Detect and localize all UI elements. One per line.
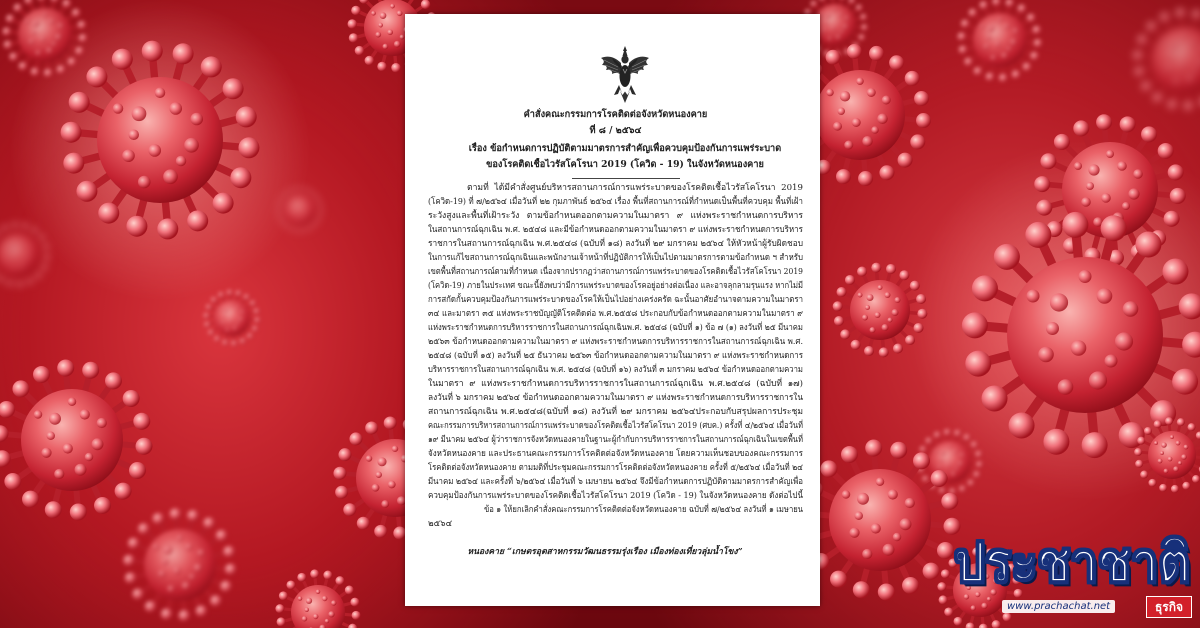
- body-line: [428, 321, 803, 335]
- document-subject: [445, 142, 805, 156]
- document-footer-slogan: [455, 545, 755, 559]
- body-line: [428, 461, 803, 475]
- body-line-text: คณะกรรมการบริหารสถานการณ์การแพร่ระบาดของโรคติดเชื้อไวรัสโคโรนา 2019 (ศบค.) ครั้งที่ ๔/๒๕๖๔ เมื่อวันที่: [428, 421, 803, 431]
- virus-particle: [1134, 417, 1200, 493]
- body-line: [428, 489, 803, 503]
- document-subject-text: เรื่อง ข้อกำหนดการปฏิบัติตามมาตรการสำคัญเพื่อควบคุมป้องกันการแพร่ระบาด: [468, 143, 782, 154]
- virus-particle: [962, 212, 1200, 458]
- document-page: [405, 14, 820, 606]
- body-line: [428, 223, 803, 237]
- document-subject: [445, 158, 805, 172]
- body-line: [428, 265, 803, 279]
- body-line: [428, 405, 803, 419]
- logo-wordmark-text: ประชาชาติ: [954, 531, 1190, 594]
- virus-particle: [957, 0, 1042, 83]
- body-line: [428, 363, 803, 377]
- body-line-text: บริหารราชการในสถานการณ์ฉุกเฉิน พ.ศ. ๒๕๔๘ (ฉบับที่ ๑๖) ลงวันที่ ๓ มกราคม ๒๕๖๔ ข้อกำหนดออกตามความ: [428, 365, 803, 375]
- body-line-text: แห่งพระราชกำหนดการบริหารราชการในสถานการณ์ฉุกเฉินพ.ศ. ๒๕๔๘ (ฉบับที่ ๑) ข้อ ๗ (๑) ลงวันที่ ๒๕ มีนาคม: [428, 323, 803, 333]
- emblem-body: [620, 65, 631, 87]
- body-line-text: (โควิด-19) ภายในประเทศ ขณะนี้ยังพบว่ามีการแพร่ระบาดของโรคอยู่อย่างต่อเนื่อง และอาจลุกลามรุนแรง หากไม่มี: [428, 281, 803, 291]
- body-line-text: ๓๔ และมาตรา ๓๕ แห่งพระราชบัญญัติโรคติดต่อ พ.ศ.๒๕๕๘ ประกอบกับข้อกำหนดออกตามความในมาตรา ๙: [428, 309, 803, 319]
- logo-wordmark: [954, 530, 1190, 596]
- body-line-text: เขตพื้นที่สถานการณ์ตามที่กำหนด เนื่องจากปรากฏว่าสถานการณ์การแพร่ระบาดของโรคติดเชื้อไวรัสโคโรนา 2019: [428, 267, 803, 277]
- virus-particle: [1133, 8, 1200, 112]
- virus-particle: [275, 569, 360, 628]
- logo-section-tag: ธุรกิจ: [1146, 596, 1192, 618]
- body-line-text: ข้อ ๑ ให้ยกเลิกคำสั่งคณะกรรมการโรคติดต่อจังหวัดหนองคาย ฉบับที่ ๗/๒๕๖๔ ลงวันที่ ๑ เมษายน: [484, 505, 803, 515]
- body-line-text: มีนาคม ๒๕๖๔ และครั้งที่ ๖/๒๕๖๔ เมื่อวันที่ ๖ เมษายน ๒๕๖๔ จึงมีข้อกำหนดการปฏิบัติตามมาตรการสำคัญเพื่อ: [428, 477, 803, 487]
- body-line-text: ๑๙ มีนาคม ๒๕๖๔ ผู้ว่าราชการจังหวัดหนองคายในฐานะผู้กำกับการบริหารราชการในสถานการณ์ฉุกเฉินในเขตพื้นที่: [428, 435, 803, 445]
- body-line-text: ๒๕๔๘ (ฉบับที่ ๑๕) ลงวันที่ ๒๕ ธันวาคม ๒๕๖๓ ข้อกำหนดออกตามความในมาตรา ๙ แห่งพระราชกำหนดการ: [428, 351, 803, 361]
- body-line: [428, 293, 803, 307]
- virus-particle: [0, 222, 51, 288]
- body-line: [428, 475, 803, 489]
- virus-particle: [2, 0, 87, 78]
- body-line: [428, 195, 803, 209]
- document-number-text: ที่ ๘ / ๒๕๖๔: [589, 125, 642, 136]
- body-line: [428, 447, 803, 461]
- body-line-text: ตามที่ ได้มีคำสั่งศูนย์บริหารสถานการณ์การแพร่ระบาดของโรคติดเชื้อไวรัสโคโรนา 2019: [467, 183, 803, 193]
- document-number: [428, 124, 803, 138]
- body-line: [428, 237, 803, 251]
- virus-particle: [123, 508, 237, 622]
- virus-particle: [0, 360, 152, 521]
- logo-website: www.prachachat.net: [1002, 600, 1115, 613]
- body-line-text: ราชการในสถานการณ์ฉุกเฉิน พ.ศ.๒๕๔๘ (ฉบับที่ ๑๘) ลงวันที่ ๒๙ มกราคม ๒๕๖๔ ให้หัวหน้าผู้รับผิดชอบ: [428, 239, 803, 249]
- body-line: [428, 433, 803, 447]
- virus-particle: [61, 41, 260, 240]
- virus-particle: [833, 263, 928, 358]
- document-issuer-text: คำสั่งคณะกรรมการโรคติดต่อจังหวัดหนองคาย: [523, 109, 708, 120]
- document-body: [428, 181, 803, 531]
- virus-particle: [276, 186, 323, 233]
- body-line: [428, 251, 803, 265]
- body-line: [428, 517, 803, 531]
- emblem-crown: [623, 46, 628, 56]
- body-line: [428, 279, 803, 293]
- body-line-text: ๒๕๖๔: [428, 519, 453, 529]
- document-issuer: [428, 108, 803, 122]
- body-line: [428, 391, 803, 405]
- footer-slogan-text: หนองคาย “เกษตรอุตสาหกรรมวัฒนธรรมรุ่งเรือง เมืองท่องเที่ยวลุ่มน้ำโขง”: [467, 547, 743, 557]
- body-line: [428, 307, 803, 321]
- body-line: [428, 419, 803, 433]
- emblem-leg-right: [628, 85, 636, 95]
- body-line: [428, 181, 803, 195]
- body-line-text: ควบคุมป้องกันการแพร่ระบาดของโรคติดเชื้อไวรัสโคโรนา 2019 (โควิด - 19) ในจังหวัดหนองคาย ดังต่อไปนี้: [428, 491, 803, 501]
- virus-particle: [204, 290, 261, 347]
- body-line: [428, 377, 803, 391]
- header-divider: [572, 178, 680, 179]
- body-line-text: (โควิด-19) ที่ ๗/๒๕๖๔ เมื่อวันที่ ๒๒ กุมภาพันธ์ ๒๕๖๔ เรื่อง พื้นที่สถานการณ์ที่กำหนดเป็นพื้นที่ควบคุม พื้นที่เฝ้า: [428, 197, 803, 207]
- body-line-clause: [428, 503, 803, 517]
- body-line-text: โรคติดต่อจังหวัดหนองคาย ตามมติที่ประชุมคณะกรรมการโรคติดต่อจังหวัดหนองคาย ครั้งที่ ๕/๒๕๖๔ เมื่อวันที่ ๒๔: [428, 463, 803, 473]
- emblem-head: [621, 56, 628, 64]
- prachachat-logo: [950, 530, 1195, 622]
- body-line-text: ลงวันที่ ๖ มกราคม ๒๕๖๔ ข้อกำหนดออกตามความในมาตรา ๙ แห่งพระราชกำหนดการบริหารราชการใน: [428, 393, 803, 403]
- body-line: [428, 349, 803, 363]
- body-line: [428, 209, 803, 223]
- body-line-text: จังหวัดหนองคาย และประธานคณะกรรมการโรคติดต่อจังหวัดหนองคาย โดยความเห็นชอบของคณะกรรมการ: [428, 449, 803, 459]
- document-subject-text: ของโรคติดเชื้อไวรัสโคโรนา 2019 (โควิด - 19) ในจังหวัดหนองคาย: [486, 159, 764, 170]
- emblem-leg-left: [614, 85, 622, 95]
- body-line-text: การสกัดกั้นควบคุมป้องกันการแพร่ระบาดของโรคให้เป็นไปอย่างเคร่งครัด ฉะนั้นอาศัยอำนาจตามความในมาตรา: [428, 295, 803, 305]
- body-line-text: สถานการณ์ฉุกเฉิน พ.ศ.๒๕๔๘(ฉบับที่ ๑๘) ลงวันที่ ๒๙ มกราคม ๒๕๖๔ประกอบกับสรุปผลการประชุม: [428, 407, 803, 417]
- emblem-tail: [620, 91, 630, 103]
- garuda-emblem-icon: [598, 45, 652, 105]
- body-line-text: ระวังสูงและพื้นที่เฝ้าระวัง ตามข้อกำหนดออกตามความในมาตรา ๙ แห่งพระราชกำหนดการบริหาร: [428, 211, 803, 221]
- body-line-text: ในการแก้ไขสถานการณ์ฉุกเฉินและพนักงานเจ้าหน้าที่ปฏิบัติการให้เป็นไปตามมาตรการตามข้อกำหนด ฯ สำหรับ: [428, 253, 803, 263]
- body-line-text: ๒๕๖๓ ข้อกำหนดออกตามความในมาตรา ๙ แห่งพระราชกำหนดการบริหารราชการในสถานการณ์ฉุกเฉิน พ.ศ.: [428, 337, 803, 347]
- body-line-text: ในสถานการณ์ฉุกเฉิน พ.ศ. ๒๕๔๘ และมีข้อกำหนดออกตามความในมาตรา ๙ แห่งพระราชกำหนดการบริหาร: [428, 225, 803, 235]
- body-line-text: ในมาตรา ๙ แห่งพระราชกำหนดการบริหารราชการในสถานการณ์ฉุกเฉิน พ.ศ.๒๕๔๘ (ฉบับที่ ๑๗): [428, 379, 803, 389]
- body-line: [428, 335, 803, 349]
